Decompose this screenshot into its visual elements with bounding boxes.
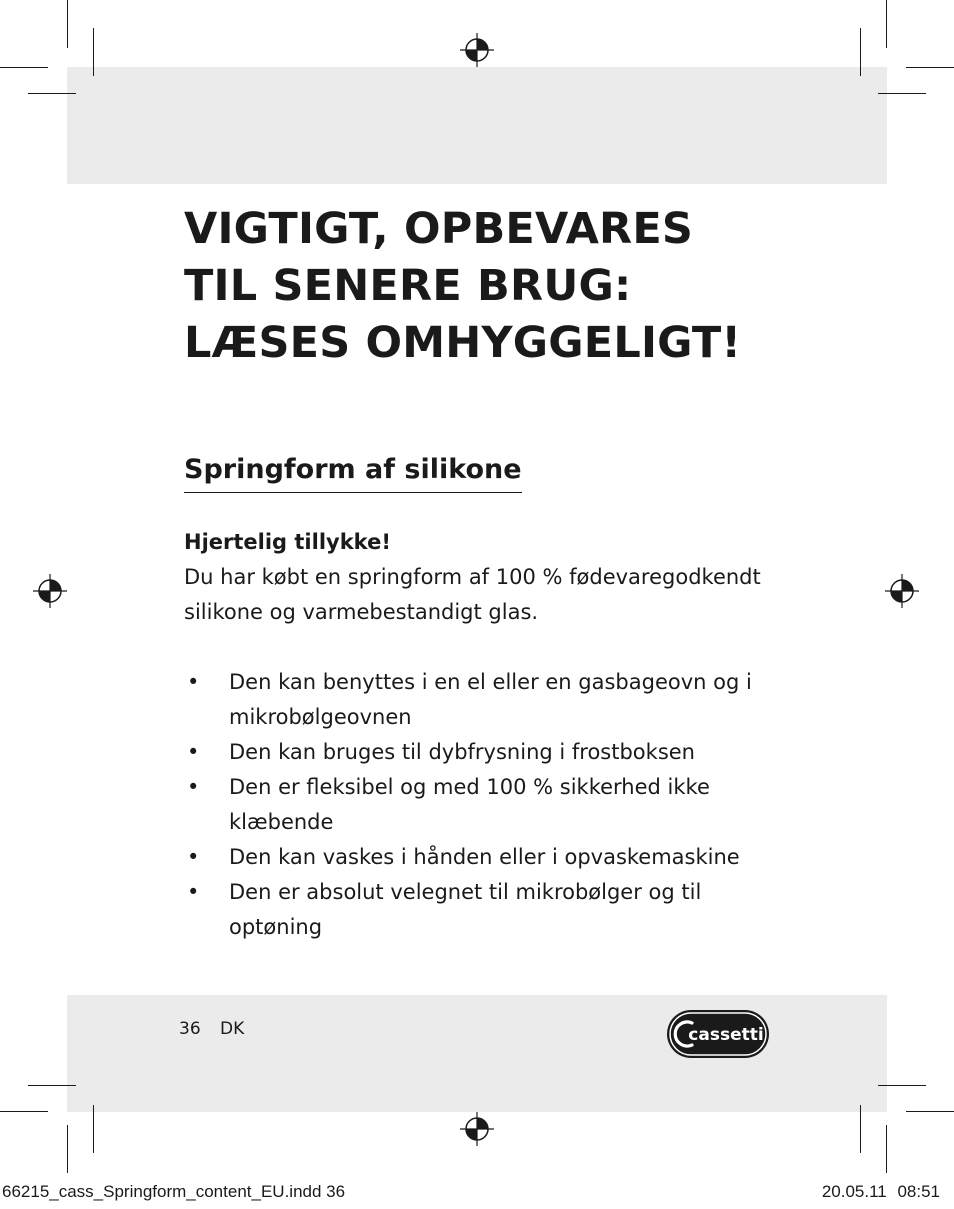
page-folio (179, 1019, 244, 1039)
title-line: VIGTIGT, OPBEVARES (184, 204, 694, 254)
intro-paragraph (184, 560, 804, 630)
list-item (184, 665, 824, 735)
crop-mark-icon (906, 1111, 954, 1112)
slug-date-time: 20.05.11 08:51 (821, 1182, 940, 1201)
crop-mark-icon (886, 1125, 887, 1173)
crop-mark-icon (906, 67, 954, 68)
list-item-line: klæbende (229, 810, 334, 834)
list-item-line: mikrobølgeovnen (229, 705, 412, 729)
greeting: Hjertelig tillykke! (184, 530, 391, 554)
intro-line: Du har købt en springform af 100 % fødevaregodkendt (184, 565, 761, 589)
crop-mark-icon (28, 93, 76, 94)
cassetti-logo (666, 1009, 770, 1059)
list-item-line: Den kan benyttes i en el eller en gasbageovn og i (229, 670, 752, 694)
registration-mark-icon (460, 1112, 494, 1146)
crop-mark-icon (93, 1105, 94, 1153)
crop-mark-icon (67, 1125, 68, 1173)
registration-mark-icon (885, 574, 919, 608)
slug-file-info: 66215_cass_Springform_content_EU.indd 36 (2, 1182, 346, 1201)
page-number: 36 (179, 1019, 201, 1039)
header-band (67, 67, 887, 184)
bullet-icon: • (187, 880, 200, 904)
list-item-line: optøning (229, 915, 323, 939)
crop-mark-icon (886, 0, 887, 48)
crop-mark-icon (28, 1085, 76, 1086)
list-item (184, 840, 824, 875)
crop-mark-icon (67, 0, 68, 48)
list-item (184, 735, 824, 770)
crop-mark-icon (878, 1085, 926, 1086)
feature-list (184, 665, 824, 945)
registration-mark-icon (33, 574, 67, 608)
list-item-line: Den kan bruges til dybfrysning i frostboksen (229, 740, 695, 764)
language-code: DK (220, 1019, 245, 1039)
registration-mark-icon (460, 33, 494, 67)
page-title (184, 201, 741, 372)
bullet-icon: • (187, 775, 200, 799)
intro-section (184, 525, 804, 630)
list-item (184, 770, 824, 840)
list-item-line: Den er fleksibel og med 100 % sikkerhed ikke (229, 775, 710, 799)
title-line: LÆSES OMHYGGELIGT! (184, 318, 742, 368)
title-line: TIL SENERE BRUG: (184, 261, 632, 311)
crop-mark-icon (93, 28, 94, 76)
crop-mark-icon (878, 93, 926, 94)
crop-mark-icon (0, 1111, 48, 1112)
list-item-line: Den er absolut velegnet til mikrobølger og til (229, 880, 702, 904)
logo-text: cassetti (688, 1025, 764, 1045)
crop-mark-icon (0, 67, 48, 68)
product-heading: Springform af silikone (184, 451, 522, 493)
list-item-line: Den kan vaskes i hånden eller i opvaskemaskine (229, 845, 740, 869)
intro-line: silikone og varmebestandigt glas. (184, 600, 539, 624)
bullet-icon: • (187, 845, 200, 869)
list-item (184, 875, 824, 945)
crop-mark-icon (860, 28, 861, 76)
bullet-icon: • (187, 740, 200, 764)
bullet-icon: • (187, 670, 200, 694)
crop-mark-icon (860, 1105, 861, 1153)
